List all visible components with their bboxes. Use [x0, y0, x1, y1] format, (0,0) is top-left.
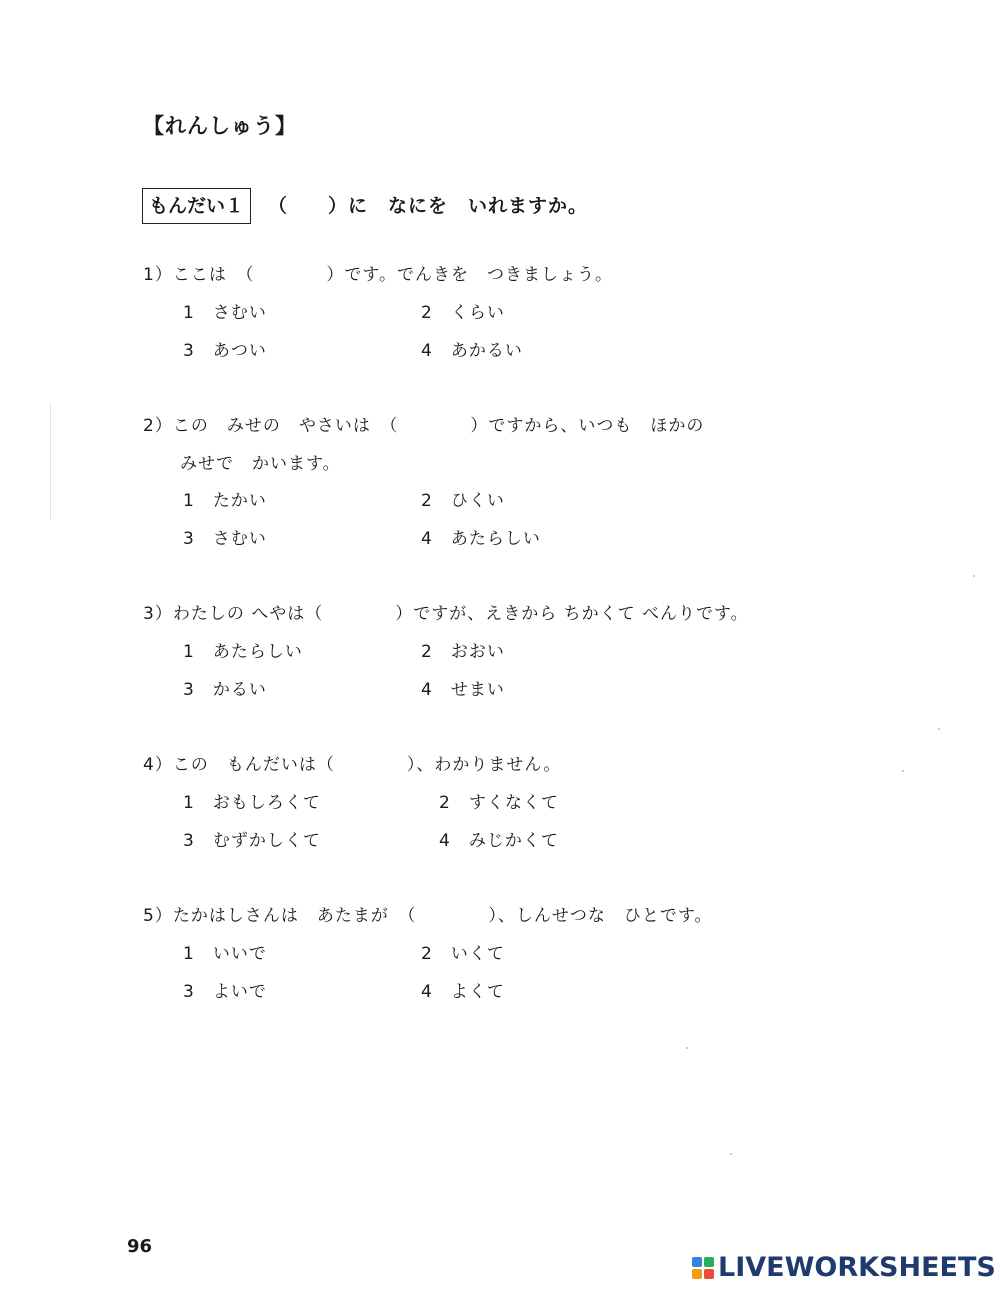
- question-1-option-1[interactable]: 1 さむい: [183, 303, 267, 323]
- question-2-option-1[interactable]: 1 たかい: [183, 491, 267, 511]
- question-3-option-2[interactable]: 2 おおい: [421, 642, 505, 662]
- question-4-option-4[interactable]: 4 みじかくて: [439, 831, 559, 851]
- brand-name: LIVEWORKSHEETS: [718, 1252, 996, 1283]
- question-4-option-3[interactable]: 3 むずかしくて: [183, 831, 321, 851]
- scan-speck: [938, 728, 940, 730]
- question-5-text: 5）たかはしさんは あたまが （ ）、しんせつな ひとです。: [143, 906, 713, 926]
- question-4-option-1[interactable]: 1 おもしろくて: [183, 793, 321, 813]
- logo-square-icon: [692, 1257, 702, 1267]
- instruction-text: （ ）に なにを いれますか。: [268, 195, 589, 217]
- logo-square-icon: [704, 1269, 714, 1279]
- scan-speck: [973, 575, 975, 577]
- logo-square-icon: [692, 1269, 702, 1279]
- question-5-option-2[interactable]: 2 いくて: [421, 944, 505, 964]
- question-3-option-1[interactable]: 1 あたらしい: [183, 642, 303, 662]
- page-heading: 【れんしゅう】: [143, 114, 297, 138]
- mondai-label-box: もんだい１: [142, 188, 251, 224]
- question-5-option-1[interactable]: 1 いいで: [183, 944, 267, 964]
- logo-square-icon: [704, 1257, 714, 1267]
- question-3-option-3[interactable]: 3 かるい: [183, 680, 267, 700]
- question-1-text: 1）ここは （ ）です。でんきを つきましょう。: [143, 265, 613, 285]
- question-5-option-3[interactable]: 3 よいで: [183, 982, 267, 1002]
- question-2-text-cont: みせで かいます。: [180, 454, 341, 474]
- question-1-option-4[interactable]: 4 あかるい: [421, 341, 523, 361]
- question-3-option-4[interactable]: 4 せまい: [421, 680, 505, 700]
- scan-artifact-line: [50, 402, 51, 520]
- scan-speck: [902, 770, 904, 772]
- question-4-option-2[interactable]: 2 すくなくて: [439, 793, 559, 813]
- question-2-text: 2）この みせの やさいは （ ）ですから、いつも ほかの: [143, 416, 705, 436]
- question-2-option-2[interactable]: 2 ひくい: [421, 491, 505, 511]
- question-5-option-4[interactable]: 4 よくて: [421, 982, 505, 1002]
- scan-speck: [730, 1153, 732, 1155]
- question-3-text: 3）わたしの へやは（ ）ですが、えきから ちかくて べんりです。: [143, 604, 749, 624]
- question-1-option-2[interactable]: 2 くらい: [421, 303, 505, 323]
- question-2-option-3[interactable]: 3 さむい: [183, 529, 267, 549]
- brand-logo-icon: [692, 1257, 714, 1279]
- page-number: 96: [127, 1236, 153, 1257]
- question-4-text: 4）この もんだいは（ ）、わかりません。: [143, 755, 562, 775]
- question-2-option-4[interactable]: 4 あたらしい: [421, 529, 541, 549]
- question-1-option-3[interactable]: 3 あつい: [183, 341, 267, 361]
- scan-speck: [686, 1047, 688, 1049]
- brand-watermark[interactable]: [692, 1252, 996, 1283]
